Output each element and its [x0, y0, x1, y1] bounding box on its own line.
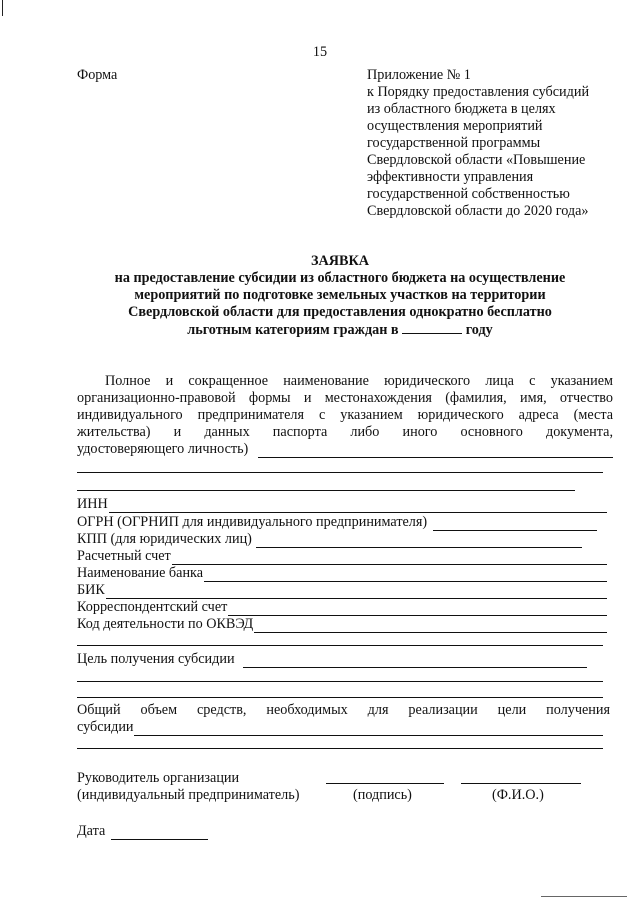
applicant-name-blank[interactable] — [258, 445, 613, 458]
date-input[interactable] — [111, 827, 208, 840]
inn-label: ИНН — [77, 496, 108, 512]
corr-account-label: Корреспондентский счет — [77, 599, 228, 615]
document-title — [0, 253, 640, 339]
head-signature-label — [77, 770, 299, 804]
year-blank[interactable] — [402, 321, 462, 334]
paragraph-line: удостоверяющего личность) — [77, 441, 249, 457]
account-label: Расчетный счет — [77, 548, 171, 564]
blank-line[interactable] — [77, 645, 603, 646]
inn-input[interactable] — [109, 500, 607, 513]
account-input[interactable] — [172, 552, 607, 565]
blank-line[interactable] — [77, 472, 603, 473]
ogrn-label: ОГРН (ОГРНИП для индивидуального предпринимателя) — [77, 514, 428, 530]
total-amount-last-line — [77, 719, 603, 736]
appendix-line: Свердловской области «Повышение — [367, 152, 586, 168]
date-field — [77, 823, 208, 840]
appendix-line: к Порядку предоставления субсидий — [367, 84, 590, 100]
paragraph-line: Полное и сокращенное наименование юридического лица с указанием — [105, 373, 613, 389]
blank-line[interactable] — [77, 681, 603, 682]
full-name-blank[interactable] — [461, 783, 581, 784]
kpp-label: КПП (для юридических лиц) — [77, 531, 252, 547]
bik-label: БИК — [77, 582, 105, 598]
appendix-note — [367, 67, 635, 220]
bik-input[interactable] — [106, 586, 607, 599]
title-heading: ЗАЯВКА — [311, 253, 369, 269]
purpose-input[interactable] — [243, 655, 587, 668]
paragraph-last-line — [77, 441, 613, 458]
title-line: Свердловской области для предоставления однократно бесплатно — [128, 304, 552, 320]
appendix-line: из областного бюджета в целях — [367, 101, 556, 117]
okved-input[interactable] — [254, 620, 607, 633]
title-year-prefix: льготным категориям граждан в — [187, 322, 399, 338]
purpose-field — [77, 651, 587, 668]
bik-field — [77, 582, 607, 599]
full-name-caption: (Ф.И.О.) — [492, 787, 544, 803]
margin-mark — [2, 0, 3, 16]
head-label-line: (индивидуальный предприниматель) — [77, 787, 300, 803]
blank-line[interactable] — [77, 490, 575, 491]
head-label-line: Руководитель организации — [77, 770, 240, 786]
ogrn-field — [77, 514, 597, 531]
appendix-line: Приложение № 1 — [367, 67, 471, 83]
signature-blank[interactable] — [326, 783, 444, 784]
title-line: на предоставление субсидии из областного бюджета на осуществление — [114, 270, 566, 286]
title-year-suffix: году — [465, 322, 493, 338]
paragraph-line: организационно-правовой формы и местонахождения (фамилия, имя, отчество — [77, 390, 613, 406]
appendix-line: осуществления мероприятий — [367, 118, 543, 134]
kpp-field — [77, 531, 582, 548]
bank-field — [77, 565, 607, 582]
appendix-line: государственной программы — [367, 135, 541, 151]
bank-label: Наименование банка — [77, 565, 204, 581]
title-line: мероприятий по подготовке земельных участков на территории — [134, 287, 546, 303]
title-line-year — [0, 321, 640, 339]
blank-line[interactable] — [77, 697, 603, 698]
date-label: Дата — [77, 823, 106, 839]
applicant-name-paragraph — [77, 373, 613, 458]
corr-account-field — [77, 599, 607, 616]
appendix-line: государственной собственностью — [367, 186, 570, 202]
paragraph-line: индивидуального предпринимателя с указанием юридического адреса (места — [77, 407, 613, 423]
total-amount-label: субсидии — [77, 719, 134, 735]
account-field — [77, 548, 607, 565]
page-number: 15 — [312, 44, 328, 60]
okved-field — [77, 616, 607, 633]
total-amount-input[interactable] — [134, 723, 603, 736]
ogrn-input[interactable] — [433, 518, 597, 531]
inn-field — [77, 496, 607, 513]
kpp-input[interactable] — [256, 535, 582, 548]
purpose-label: Цель получения субсидии — [77, 651, 235, 667]
appendix-line: эффективности управления — [367, 169, 534, 185]
paragraph-line: жительства) и данных паспорта либо иного основного документа, — [77, 424, 613, 440]
appendix-line: Свердловской области до 2020 года» — [367, 203, 589, 219]
signature-caption: (подпись) — [353, 787, 412, 803]
bank-input[interactable] — [204, 569, 607, 582]
blank-line[interactable] — [77, 748, 603, 749]
footer-line — [541, 896, 627, 897]
total-amount-field — [77, 702, 610, 736]
total-amount-line: Общий объем средств, необходимых для реализации цели получения — [77, 702, 610, 718]
okved-label: Код деятельности по ОКВЭД — [77, 616, 254, 632]
corr-account-input[interactable] — [228, 603, 607, 616]
form-label: Форма — [77, 67, 118, 83]
